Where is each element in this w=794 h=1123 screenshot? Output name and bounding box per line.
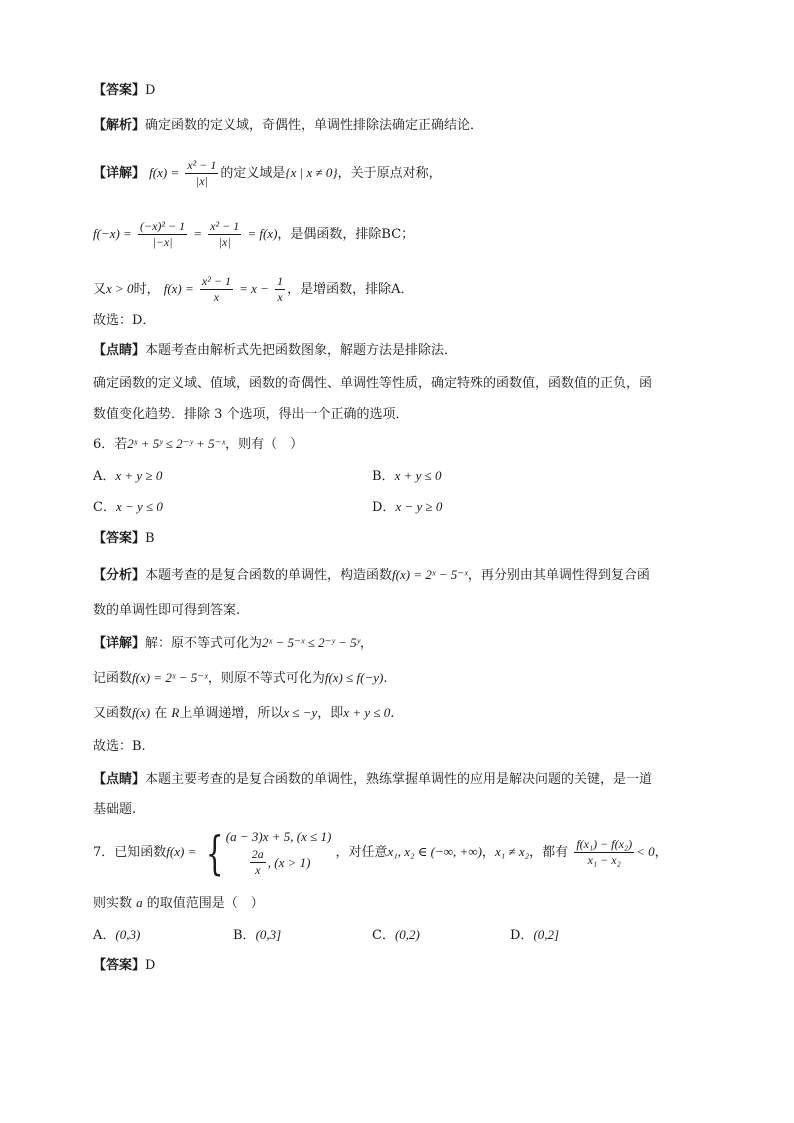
q6-detail2-mid: ，则原不等式可化为 — [207, 671, 325, 686]
option-text: x + y ≤ 0 — [394, 468, 442, 483]
q7-number: 7．已知函数 — [93, 845, 167, 860]
option-text: (0,3] — [255, 927, 282, 942]
q5-answer-tag: 【答案】 — [93, 83, 146, 98]
q6-detail3-m1: x ≤ −y — [283, 705, 318, 720]
q6-option-c[interactable] — [93, 497, 163, 518]
q7-end: ， — [654, 845, 668, 860]
q5-even-den2: |x| — [218, 235, 231, 249]
q6-comment2: 基础题. — [93, 802, 137, 817]
q6-detail1: 解：原不等式可化为 — [145, 636, 263, 651]
q6-detail3-r: R — [171, 705, 180, 720]
q7-question-line — [93, 827, 668, 878]
q5-answer: D — [145, 83, 156, 98]
q7-case2-den: x — [255, 863, 261, 877]
q7-cases — [226, 827, 332, 878]
q6-analysis1: 本题考查的是复合函数的单调性，构造函数 — [145, 568, 393, 583]
q6-analysis2: ，再分别由其单调性得到复合函 — [467, 568, 650, 583]
option-text: x − y ≤ 0 — [115, 499, 163, 514]
q5-inc-text: ，是增函数，排除A． — [287, 282, 414, 297]
option-label: A． — [93, 928, 116, 943]
q5-comment-line2 — [93, 374, 652, 394]
q5-analysis-tag: 【解析】 — [93, 118, 146, 133]
q6-detail-line1 — [93, 633, 373, 654]
q5-comment-line3 — [93, 405, 409, 425]
q6-analysis-line2 — [93, 601, 240, 621]
q5-comment-line — [93, 341, 457, 361]
q7-line2b: 的取值范围是（ ） — [146, 896, 264, 911]
q6-detail1-math: 2ˣ − 5⁻ˣ ≤ 2⁻ʸ − 5ʸ — [262, 635, 360, 650]
q5-inc-num2: 1 — [277, 274, 284, 288]
q7-ineq-frac — [574, 837, 634, 868]
q5-even-rhs: = f(x) — [247, 226, 278, 241]
q7-ineq-num: f(x₁) − f(x₂) — [576, 837, 633, 851]
q7-line2 — [93, 893, 264, 914]
q7-piecewise — [200, 827, 331, 878]
q5-inc-frac2 — [275, 274, 285, 305]
q6-comment-line — [93, 770, 652, 790]
q7-option-d[interactable] — [510, 925, 559, 946]
q5-choose: 故选：D． — [93, 313, 156, 328]
q5-comment-tag: 【点睛】 — [93, 343, 146, 358]
q5-detail-frac — [185, 158, 218, 189]
q5-detail-num: x² − 1 — [187, 158, 217, 172]
option-label: D． — [372, 500, 396, 515]
q5-inc-frac — [200, 274, 233, 305]
q6-option-a[interactable] — [93, 466, 162, 487]
q6-option-b[interactable] — [372, 466, 442, 487]
q6-detail3: 又函数 — [93, 706, 133, 721]
option-label: C． — [93, 500, 116, 515]
q7-line2a: 则实数 — [93, 896, 133, 911]
q6-question-line — [93, 434, 303, 455]
left-brace-icon: { — [206, 825, 224, 880]
q6-analysis-fx: f(x) = 2ˣ − 5⁻ˣ — [392, 567, 468, 582]
q5-even-eq: = — [193, 226, 203, 241]
q6-detail-line3 — [93, 703, 394, 724]
q6-comment1: 本题主要考查的是复合函数的单调性，熟练掌握单调性的应用是解决问题的关键，是一道 — [145, 772, 653, 787]
q6-tail: ，则有（ ） — [225, 437, 304, 452]
q5-inc-fx: f(x) = — [163, 281, 194, 296]
q6-detail3-mid: 上单调递增，所以 — [179, 706, 284, 721]
option-label: A． — [93, 469, 116, 484]
q6-detail3-in: 在 — [154, 706, 168, 721]
q5-comment: 本题考查由解析式先把函数图象，解题方法是排除法． — [145, 343, 458, 358]
q7-case2-cond: , (x > 1) — [267, 854, 311, 870]
option-label: D． — [510, 928, 534, 943]
q7-case1: (a − 3)x + 5, (x ≤ 1) — [225, 829, 332, 844]
q5-inc-den2: x — [277, 290, 283, 304]
q5-even-text: ，是偶函数，排除BC； — [277, 227, 415, 242]
q6-detail3-end: . — [390, 706, 395, 721]
q5-choose-line — [93, 311, 155, 331]
q5-analysis-line — [93, 116, 483, 136]
q5-detail-text2: ，关于原点对称， — [337, 166, 442, 181]
q7-fx: f(x) = — [166, 844, 197, 859]
q6-comment-tag: 【点睛】 — [93, 772, 146, 787]
q6-answer-tag: 【答案】 — [93, 531, 146, 546]
q7-vars: x₁, x₂ ∈ (−∞, +∞) — [387, 844, 482, 859]
q6-detail-line2 — [93, 668, 387, 689]
q6-detail2: 记函数 — [93, 671, 133, 686]
q5-detail-tag: 【详解】 — [93, 166, 146, 181]
q5-even-num1: (−x)² − 1 — [139, 219, 186, 233]
q7-neq: x₁ ≠ x₂ — [494, 844, 530, 859]
option-text: (0,2] — [533, 927, 560, 942]
option-text: (0,3) — [115, 927, 141, 942]
q5-detail-fx: f(x) = — [149, 165, 180, 180]
q6-detail2-math2: f(x) ≤ f(−y) — [324, 670, 384, 685]
q5-even-den1: |−x| — [152, 235, 173, 249]
q5-inc-pre: 又 — [93, 282, 107, 297]
q5-inc-mid: = x − — [239, 281, 269, 296]
q5-comment3: 数值变化趋势．排除 3 个选项，得出一个正确的选项． — [93, 407, 409, 422]
q7-case2-frac — [250, 847, 266, 878]
option-label: B． — [233, 928, 256, 943]
q7-has: ，都有 — [529, 845, 569, 860]
q6-comment-line2 — [93, 800, 136, 820]
q7-mid: ，对任意 — [335, 845, 388, 860]
q5-even-lhs: f(−x) = — [93, 226, 132, 241]
q5-answer-line — [93, 81, 155, 101]
q7-answer-tag: 【答案】 — [93, 958, 146, 973]
q5-even-frac2 — [208, 219, 241, 250]
q6-detail1-end: ， — [359, 636, 373, 651]
q5-inc-when: 时， — [133, 282, 160, 297]
q6-answer: B — [145, 531, 155, 546]
option-label: C． — [372, 928, 395, 943]
q6-cond: 2ˣ + 5ʸ ≤ 2⁻ʸ + 5⁻ˣ — [127, 436, 226, 451]
q5-even-line — [93, 219, 414, 250]
q6-detail3-mid2: ，即 — [317, 706, 344, 721]
q7-line2-a: a — [136, 895, 143, 910]
q7-ineq-tail: < 0 — [636, 844, 655, 859]
option-text: x − y ≥ 0 — [395, 499, 443, 514]
q7-ineq-den: x₁ − x₂ — [587, 853, 621, 867]
option-text: x + y ≥ 0 — [115, 468, 163, 483]
q5-inc-den: x — [213, 290, 220, 304]
q5-detail-text: 的定义域是 — [220, 166, 286, 181]
q7-case2-num: 2a — [251, 847, 264, 861]
q7-case2 — [226, 847, 332, 878]
option-text: (0,2) — [394, 927, 420, 942]
q6-choose: 故选：B. — [93, 739, 146, 754]
q5-inc-num: x² − 1 — [201, 274, 231, 288]
q7-option-a[interactable] — [93, 925, 140, 946]
q6-detail2-math: f(x) = 2ˣ − 5⁻ˣ — [132, 670, 208, 685]
q7-answer: D — [145, 958, 156, 973]
q6-detail3-m2: x + y ≤ 0 — [343, 705, 391, 720]
q5-detail-line — [93, 158, 442, 189]
q7-option-c[interactable] — [372, 925, 420, 946]
option-label: B． — [372, 469, 395, 484]
q7-answer-line — [93, 956, 155, 976]
q6-answer-line — [93, 529, 155, 549]
q5-inc-cond: x > 0 — [106, 281, 134, 296]
q5-even-num2: x² − 1 — [210, 219, 240, 233]
q6-detail2-end: . — [383, 671, 388, 686]
q6-analysis3: 数的单调性即可得到答案. — [93, 603, 241, 618]
q7-option-b[interactable] — [233, 925, 281, 946]
q6-detail3-fx: f(x) — [132, 705, 151, 720]
q5-analysis: 确定函数的定义域，奇偶性，单调性排除法确定正确结论． — [145, 118, 484, 133]
q6-analysis-line — [93, 565, 650, 586]
q5-detail-den: |x| — [195, 174, 208, 188]
q6-analysis-tag: 【分析】 — [93, 568, 146, 583]
q7-comma: ， — [481, 845, 495, 860]
q6-number: 6．若 — [93, 437, 128, 452]
q5-inc-line — [93, 274, 413, 305]
q6-option-d[interactable] — [372, 497, 442, 518]
q5-comment2: 确定函数的定义域、值域，函数的奇偶性、单调性等性质，确定特殊的函数值，函数值的正负，函 — [93, 376, 653, 391]
q6-detail-tag: 【详解】 — [93, 636, 146, 651]
q5-detail-domain: {x | x ≠ 0} — [285, 165, 338, 180]
q5-even-frac1 — [138, 219, 187, 250]
q6-choose-line — [93, 737, 146, 757]
